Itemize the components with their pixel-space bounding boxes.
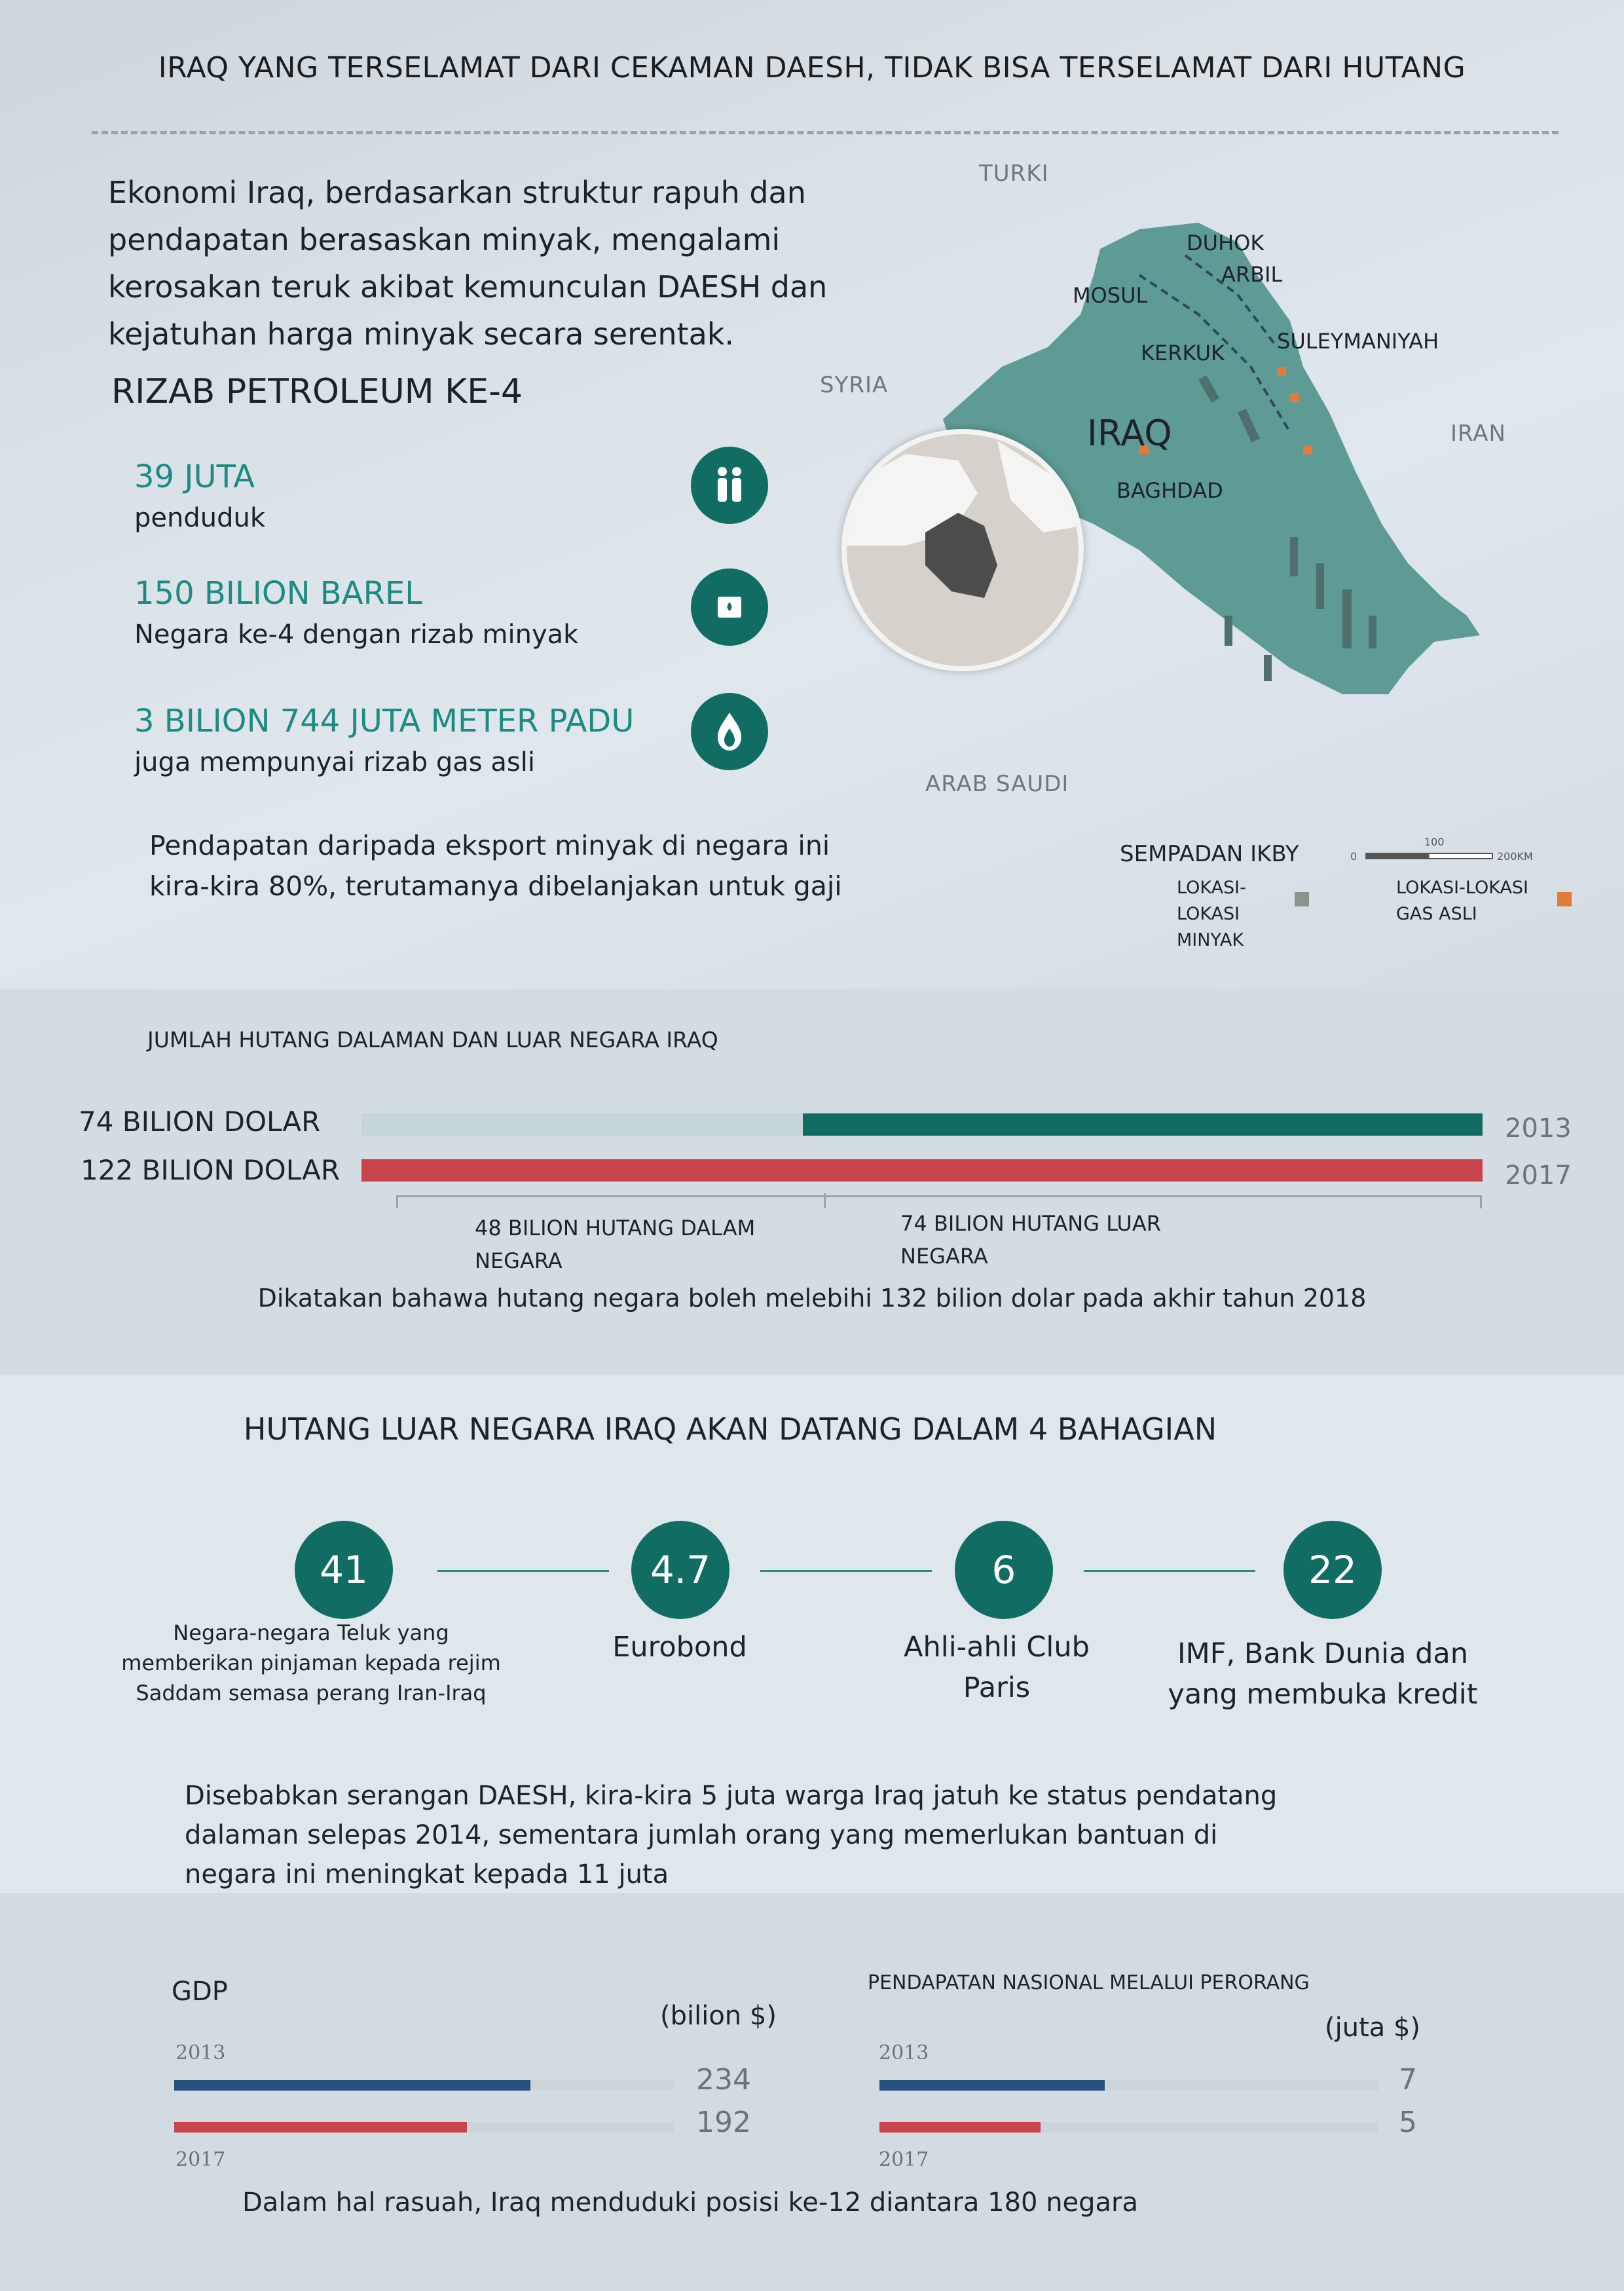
label-iran: IRAN: [1450, 420, 1506, 447]
gdp-value-2017: 192: [696, 2106, 751, 2139]
city-suleymaniyah: SULEYMANIYAH: [1277, 329, 1439, 354]
intro-text: Ekonomi Iraq, berdasarkan struktur rapuh dan pendapatan berasaskan minyak, mengalami kerosakan teruk akibat kemunculan DAESH dan kejatuhan harga minyak secara serentak.: [108, 175, 828, 352]
gas-flame-icon: [691, 693, 768, 770]
city-baghdad: BAGHDAD: [1116, 478, 1223, 503]
debt-sub-internal: 48 BILION HUTANG DALAM NEGARA: [475, 1216, 756, 1273]
debt-year-2013: 2013: [1505, 1113, 1572, 1144]
income-value-2017: 5: [1399, 2106, 1417, 2139]
stat-gas: [134, 703, 634, 777]
income-bar-2013: [879, 2080, 1105, 2091]
debt-bar-2013: [803, 1113, 1483, 1136]
income-track-2013: [879, 2080, 1378, 2091]
part-desc-paris-club: Ahli-ahli Club Paris: [904, 1631, 1090, 1704]
scale-end: 200KM: [1497, 850, 1533, 863]
scale-bar: [1365, 853, 1493, 859]
part-circle-gulf: 41: [295, 1521, 393, 1619]
corruption-note: Dalam hal rasuah, Iraq menduduki posisi ke-12 diantara 180 negara: [242, 2188, 1139, 2218]
legend-oil-swatch: [1295, 892, 1309, 906]
debt-bracket: [396, 1195, 1482, 1208]
gdp-bar-2017: [174, 2122, 467, 2133]
legend-oil: LOKASI-LOKASI MINYAK: [1177, 878, 1246, 950]
debt-sub-external: 74 BILION HUTANG LUAR NEGARA: [900, 1211, 1161, 1269]
part-desc-imf: IMF, Bank Dunia dan yang membuka kredit: [1168, 1637, 1478, 1711]
income-title: PENDAPATAN NASIONAL MELALUI PERORANG: [868, 1971, 1310, 1994]
people-icon: [691, 447, 768, 524]
scale-mid: 100: [1424, 836, 1445, 848]
connector-line: [437, 1570, 609, 1572]
gdp-bar-2013: [174, 2080, 530, 2091]
debt-bar-2017: [361, 1159, 1483, 1182]
income-year-2017: 2017: [879, 2148, 929, 2171]
gdp-year-2013: 2013: [175, 2041, 226, 2064]
debt-year-2017: 2017: [1505, 1161, 1572, 1191]
connector-line: [760, 1570, 932, 1572]
stat-desc: Negara ke-4 dengan rizab minyak: [134, 620, 579, 650]
debt-note: Dikatakan bahawa hutang negara boleh melebihi 132 bilion dolar pada akhir tahun 2018: [257, 1284, 1367, 1313]
stat-value: 3 BILION 744 JUTA METER PADU: [134, 703, 635, 739]
gdp-value-2013: 234: [696, 2063, 751, 2096]
oil-barrel-icon: [691, 568, 768, 646]
oil-revenue-note: Pendapatan daripada eksport minyak di negara ini kira-kira 80%, terutamanya dibelanjakan untuk gaji: [149, 830, 842, 902]
legend-gas-swatch: [1557, 892, 1572, 906]
income-year-2013: 2013: [879, 2041, 929, 2064]
stat-value: 150 BILION BAREL: [134, 575, 422, 612]
gdp-track-2017: [174, 2122, 674, 2133]
stat-population: [134, 458, 265, 533]
income-unit: (juta $): [1325, 2013, 1421, 2043]
income-value-2013: 7: [1399, 2063, 1417, 2096]
label-syria: SYRIA: [820, 372, 889, 398]
gdp-year-2017: 2017: [175, 2148, 226, 2171]
debt-track-2017: [361, 1159, 1483, 1182]
city-kerkuk: KERKUK: [1141, 341, 1225, 365]
label-iraq: IRAQ: [1087, 413, 1172, 454]
debt-label-2017: 122 BILION DOLAR: [81, 1154, 341, 1186]
gdp-title: GDP: [172, 1977, 228, 2007]
parts-heading: HUTANG LUAR NEGARA IRAQ AKAN DATANG DALAM 4 BAHAGIAN: [243, 1411, 1217, 1447]
city-arbil: ARBIL: [1221, 262, 1283, 287]
label-arab-saudi: ARAB SAUDI: [925, 771, 1069, 797]
income-track-2017: [879, 2122, 1378, 2133]
part-desc-gulf: Negara-negara Teluk yang memberikan pinjaman kepada rejim Saddam semasa perang Iran-Iraq: [121, 1620, 501, 1705]
city-mosul: MOSUL: [1073, 283, 1148, 308]
debt-chart-title: JUMLAH HUTANG DALAMAN DAN LUAR NEGARA IRAQ: [147, 1027, 718, 1052]
legend-gas: LOKASI-LOKASI GAS ASLI: [1396, 878, 1529, 924]
scale-start: 0: [1350, 850, 1357, 863]
city-duhok: DUHOK: [1187, 231, 1264, 255]
stat-desc: penduduk: [134, 503, 265, 533]
part-circle-eurobond: 4.7: [631, 1521, 729, 1619]
locator-globe: [841, 429, 1084, 671]
reserves-heading: RIZAB PETROLEUM KE-4: [111, 372, 523, 411]
debt-track-2013: [361, 1113, 1483, 1136]
refugee-note: Disebabkan serangan DAESH, kira-kira 5 juta warga Iraq jatuh ke status pendatang dalaman selepas 2014, sementara jumlah orang yang memerlukan bantuan di negara ini meningkat kepada 11 juta: [185, 1781, 1278, 1890]
part-desc-eurobond: Eurobond: [612, 1631, 747, 1664]
debt-label-2013: 74 BILION DOLAR: [79, 1106, 321, 1138]
stat-oil: [134, 575, 578, 650]
page-title: IRAQ YANG TERSELAMAT DARI CEKAMAN DAESH, TIDAK BISA TERSELAMAT DARI HUTANG: [158, 51, 1466, 84]
part-circle-paris-club: 6: [955, 1521, 1053, 1619]
gdp-section-background: [0, 1893, 1624, 2291]
part-circle-imf: 22: [1283, 1521, 1382, 1619]
gdp-track-2013: [174, 2080, 674, 2091]
debt-bracket-tick: [824, 1193, 826, 1208]
legend-border: SEMPADAN IKBY: [1120, 841, 1299, 867]
stat-value: 39 JUTA: [134, 458, 255, 495]
label-turki: TURKI: [979, 160, 1049, 187]
gdp-unit: (bilion $): [660, 2001, 777, 2031]
connector-line: [1084, 1570, 1255, 1572]
stat-desc: juga mempunyai rizab gas asli: [134, 747, 535, 777]
dashed-divider: [92, 131, 1559, 134]
income-bar-2017: [879, 2122, 1041, 2133]
